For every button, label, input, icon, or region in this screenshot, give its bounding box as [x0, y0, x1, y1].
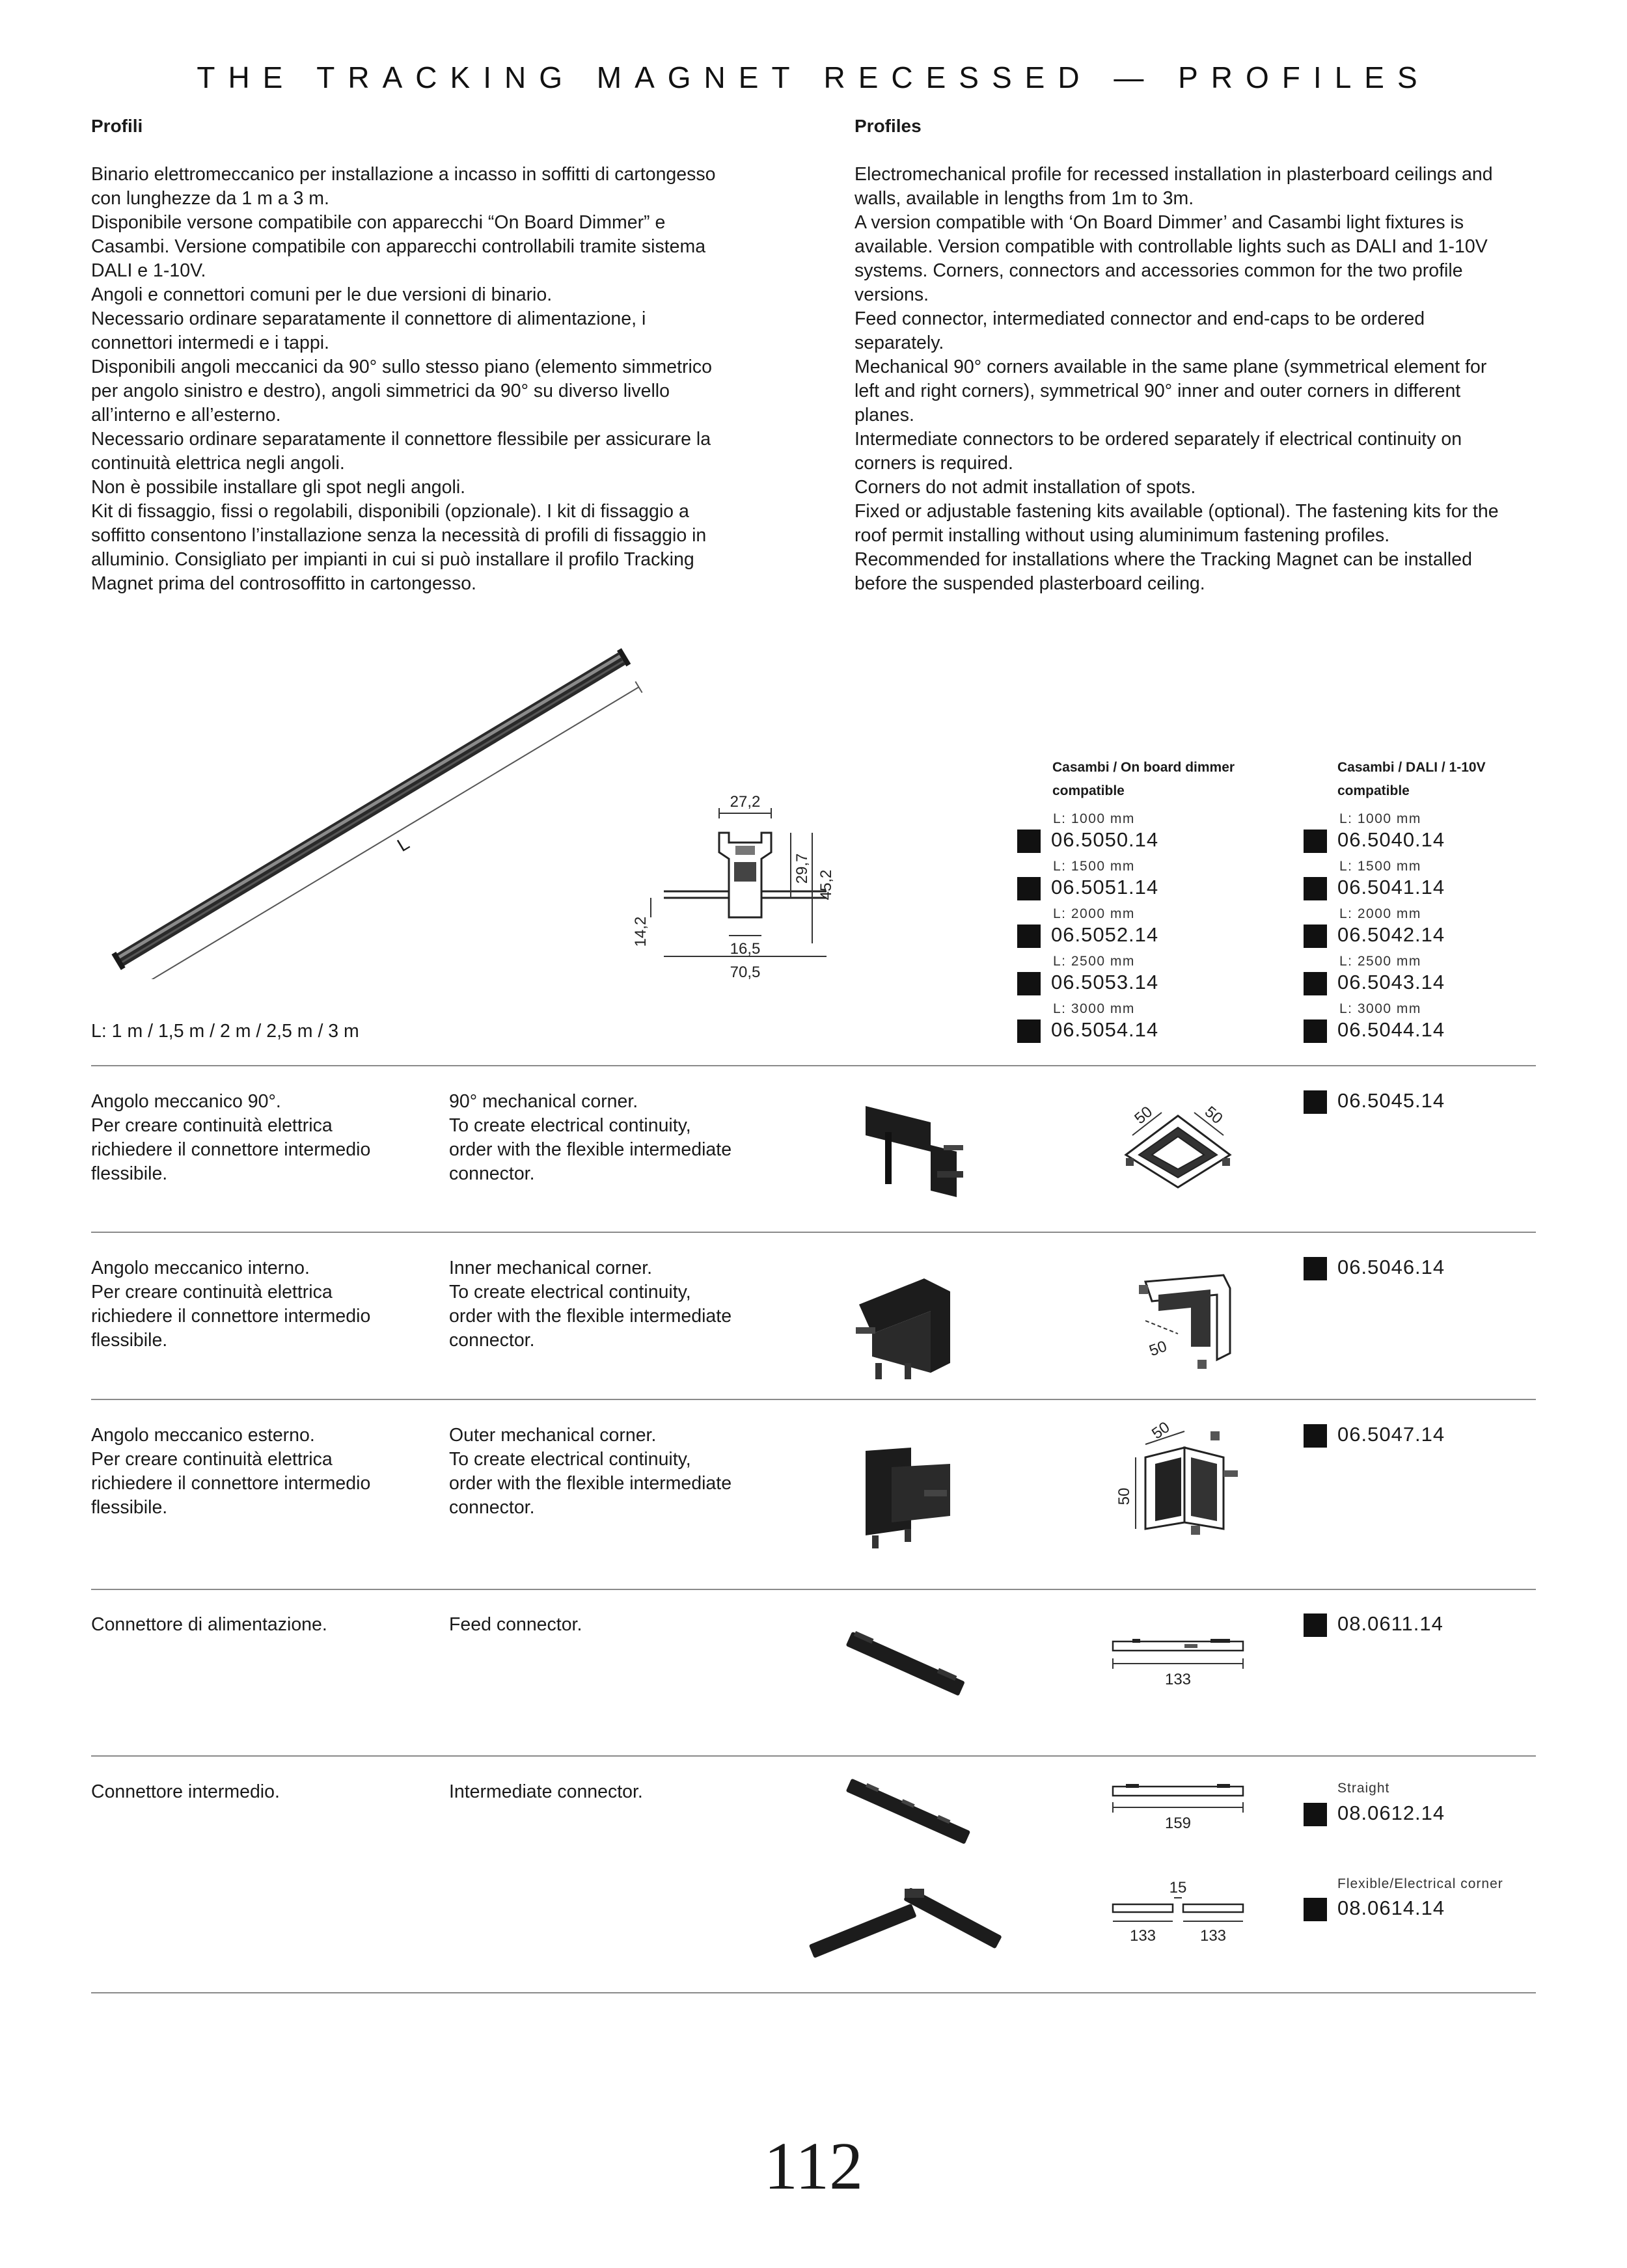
english-description	[855, 163, 1499, 596]
divider	[91, 1232, 1536, 1233]
swatch-square-icon	[1017, 830, 1041, 853]
text-line: Angolo meccanico interno.	[91, 1258, 310, 1278]
code-intermediate-flexible: 08.0614.14	[1337, 1897, 1445, 1919]
swatch-square-icon	[1304, 1257, 1327, 1280]
swatch-square-icon	[1017, 925, 1041, 948]
swatch-square-icon	[1304, 925, 1327, 948]
corner-90-drawing	[1113, 1090, 1243, 1200]
swatch-square-icon	[1304, 1613, 1327, 1637]
dim-height-total: 45,2	[817, 869, 835, 900]
divider	[91, 1992, 1536, 1993]
code-inner-corner: 06.5046.14	[1337, 1256, 1445, 1278]
text-line: Feed connector.	[449, 1614, 582, 1635]
text-line: connector.	[449, 1497, 535, 1518]
length-label: L: 1000 mm	[1339, 811, 1421, 826]
swatch-square-icon	[1017, 972, 1041, 995]
swatch-square-icon	[1304, 972, 1327, 995]
text-line: Inner mechanical corner.	[449, 1258, 653, 1278]
text-line: alluminio. Consigliato per impianti in cui si può installare il profilo Tracking	[91, 549, 694, 570]
italian-description	[91, 1613, 327, 1637]
code-feed-connector: 08.0611.14	[1337, 1612, 1443, 1635]
length-label: L: 2500 mm	[1053, 954, 1135, 969]
text-line: order with the flexible intermediate	[449, 1139, 732, 1160]
text-line: richiedere il connettore intermedio	[91, 1139, 371, 1160]
outer-corner-photo	[853, 1438, 963, 1548]
column-header-line2: compatible	[1052, 783, 1125, 798]
dim-length: 133	[1164, 1671, 1192, 1688]
text-line: Mechanical 90° corners available in the same plane (symmetrical element for	[855, 357, 1487, 377]
text-line: Per creare continuità elettrica	[91, 1449, 333, 1470]
flexible-label: Flexible/Electrical corner	[1337, 1876, 1503, 1891]
text-line: Disponibile versone compatibile con apparecchi “On Board Dimmer” e	[91, 212, 666, 233]
swatch-square-icon	[1304, 877, 1327, 900]
text-line: roof permit installing without using aluminimum fastening profiles.	[855, 525, 1390, 546]
text-line: Intermediate connector.	[449, 1781, 643, 1802]
text-line: flessibile.	[91, 1330, 168, 1351]
dim-left: 133	[1129, 1927, 1156, 1945]
text-line: all’interno e all’esterno.	[91, 405, 281, 425]
intermediate-straight-photo	[840, 1773, 976, 1851]
text-line: richiedere il connettore intermedio	[91, 1473, 371, 1494]
product-code: 06.5052.14	[1051, 923, 1159, 946]
divider	[91, 1755, 1536, 1757]
page-title: THE TRACKING MAGNET RECESSED — PROFILES	[197, 61, 1430, 94]
swatch-square-icon	[1304, 1424, 1327, 1448]
text-line: Casambi. Versione compatibile con apparecchi controllabili tramite sistema	[91, 236, 706, 257]
dim-gap: 15	[1169, 1879, 1187, 1897]
english-description	[449, 1256, 731, 1353]
code-outer-corner: 06.5047.14	[1337, 1423, 1445, 1446]
text-line: Fixed or adjustable fastening kits available (optional). The fastening kits for the	[855, 501, 1499, 522]
column-casambi-obd	[1052, 756, 1235, 803]
length-label: L: 1000 mm	[1053, 811, 1135, 826]
product-code: 06.5053.14	[1051, 971, 1159, 993]
length-label: L: 3000 mm	[1339, 1001, 1421, 1016]
dim-side: 14,2	[632, 916, 649, 947]
text-line: Corners do not admit installation of spots.	[855, 477, 1196, 498]
product-code: 06.5044.14	[1337, 1018, 1445, 1041]
text-line: order with the flexible intermediate	[449, 1473, 732, 1494]
corner-90-photo	[859, 1093, 970, 1204]
text-line: Necessario ordinare separatamente il connettore di alimentazione, i	[91, 308, 646, 329]
code-90-corner: 06.5045.14	[1337, 1089, 1445, 1112]
text-line: order with the flexible intermediate	[449, 1306, 732, 1327]
profile-lengths: L: 1 m / 1,5 m / 2 m / 2,5 m / 3 m	[91, 1021, 359, 1042]
text-line: Per creare continuità elettrica	[91, 1115, 333, 1136]
text-line: richiedere il connettore intermedio	[91, 1306, 371, 1327]
product-code: 06.5054.14	[1051, 1018, 1159, 1041]
divider	[91, 1065, 1536, 1066]
column-casambi-dali	[1337, 756, 1486, 803]
length-label: L: 3000 mm	[1053, 1001, 1135, 1016]
swatch-square-icon	[1304, 1019, 1327, 1043]
text-line: Connettore intermedio.	[91, 1781, 280, 1802]
text-line: A version compatible with ‘On Board Dimmer’ and Casambi light fixtures is	[855, 212, 1464, 233]
text-line: Intermediate connectors to be ordered separately if electrical continuity on	[855, 429, 1462, 450]
text-line: planes.	[855, 405, 914, 425]
text-line: Disponibili angoli meccanici da 90° sullo stesso piano (elemento simmetrico	[91, 357, 712, 377]
dim-right: 50	[1201, 1103, 1226, 1128]
dim-width: 50	[1149, 1418, 1173, 1443]
dim-top-width: 27,2	[730, 793, 761, 811]
swatch-square-icon	[1017, 1019, 1041, 1043]
dim-height-inner: 29,7	[793, 853, 811, 884]
text-line: Binario elettromeccanico per installazione a incasso in soffitti di cartongesso	[91, 164, 716, 185]
italian-heading: Profili	[91, 116, 143, 136]
text-line: walls, available in lengths from 1m to 3m.	[855, 188, 1194, 209]
text-line: Magnet prima del controsoffitto in cartongesso.	[91, 573, 476, 594]
length-label: L: 2000 mm	[1053, 906, 1135, 921]
text-line: continuità elettrica negli angoli.	[91, 453, 345, 474]
text-line: Angoli e connettori comuni per le due versioni di binario.	[91, 284, 553, 305]
product-code: 06.5051.14	[1051, 876, 1159, 898]
text-line: Angolo meccanico 90°.	[91, 1091, 281, 1112]
dim-right: 133	[1199, 1927, 1227, 1945]
inner-corner-drawing	[1119, 1256, 1250, 1386]
text-line: left and right corners), symmetrical 90° inner and outer corners in different	[855, 381, 1461, 401]
length-label: L: 1500 mm	[1339, 859, 1421, 874]
swatch-square-icon	[1017, 877, 1041, 900]
inner-corner-photo	[846, 1265, 963, 1383]
product-code: 06.5042.14	[1337, 923, 1445, 946]
length-label: L: 2500 mm	[1339, 954, 1421, 969]
text-line: Angolo meccanico esterno.	[91, 1425, 315, 1446]
profile-rail-drawing	[98, 641, 644, 979]
text-line: systems. Corners, connectors and accessories common for the two profile	[855, 260, 1463, 281]
intermediate-flexible-drawing	[1106, 1877, 1250, 1949]
text-line: flessibile.	[91, 1163, 168, 1184]
text-line: Necessario ordinare separatamente il connettore flessibile per assicurare la	[91, 429, 711, 450]
swatch-square-icon	[1304, 1803, 1327, 1826]
profile-length-symbol: L	[393, 833, 413, 856]
intermediate-straight-drawing	[1106, 1776, 1250, 1835]
swatch-square-icon	[1304, 1898, 1327, 1921]
text-line: 90° mechanical corner.	[449, 1091, 638, 1112]
text-line: separately.	[855, 332, 944, 353]
dim-left: 50	[1131, 1103, 1156, 1128]
english-description	[449, 1613, 582, 1637]
text-line: To create electrical continuity,	[449, 1115, 691, 1136]
italian-description	[91, 163, 715, 596]
column-header-line2: compatible	[1337, 783, 1410, 798]
dim-bottom-inner: 16,5	[730, 940, 761, 958]
text-line: flessibile.	[91, 1497, 168, 1518]
dim-inner: 50	[1147, 1337, 1169, 1360]
column-header-line1: Casambi / On board dimmer	[1052, 760, 1235, 775]
product-code: 06.5040.14	[1337, 828, 1445, 851]
text-line: Non è possibile installare gli spot negli angoli.	[91, 477, 466, 498]
length-label: L: 2000 mm	[1339, 906, 1421, 921]
code-intermediate-straight: 08.0612.14	[1337, 1802, 1445, 1824]
text-line: con lunghezze da 1 m a 3 m.	[91, 188, 329, 209]
profile-section-drawing	[625, 787, 898, 995]
text-line: Recommended for installations where the Tracking Magnet can be installed	[855, 549, 1472, 570]
text-line: connector.	[449, 1163, 535, 1184]
text-line: soffitto consentono l’installazione senza la necessità di profili di fissaggio in	[91, 525, 707, 546]
divider	[91, 1589, 1536, 1590]
text-line: Outer mechanical corner.	[449, 1425, 657, 1446]
divider	[91, 1399, 1536, 1400]
dim-length: 159	[1164, 1815, 1192, 1832]
intermediate-flexible-photo	[807, 1870, 1009, 1962]
feed-connector-photo	[840, 1620, 970, 1711]
text-line: Electromechanical profile for recessed installation in plasterboard ceilings and	[855, 164, 1493, 185]
outer-corner-drawing	[1100, 1418, 1269, 1542]
swatch-square-icon	[1304, 1090, 1327, 1114]
text-line: Kit di fissaggio, fissi o regolabili, disponibili (opzionale). I kit di fissaggio a	[91, 501, 689, 522]
italian-description	[91, 1780, 280, 1804]
text-line: per angolo sinistro e destro), angoli simmetrici da 90° su diverso livello	[91, 381, 670, 401]
italian-description	[91, 1256, 370, 1353]
text-line: Feed connector, intermediated connector and end-caps to be ordered	[855, 308, 1425, 329]
product-code: 06.5043.14	[1337, 971, 1445, 993]
italian-description	[91, 1424, 370, 1520]
feed-connector-drawing	[1106, 1630, 1250, 1688]
straight-label: Straight	[1337, 1781, 1390, 1796]
english-heading: Profiles	[855, 116, 922, 136]
text-line: before the suspended plasterboard ceiling.	[855, 573, 1205, 594]
text-line: connector.	[449, 1330, 535, 1351]
text-line: available. Version compatible with controllable lights such as DALI and 1-10V	[855, 236, 1488, 257]
dim-height: 50	[1115, 1487, 1133, 1505]
italian-description	[91, 1090, 370, 1186]
product-code: 06.5041.14	[1337, 876, 1445, 898]
text-line: connettori intermedi e i tappi.	[91, 332, 329, 353]
dim-bottom-total: 70,5	[730, 964, 761, 981]
column-header-line1: Casambi / DALI / 1-10V	[1337, 760, 1486, 775]
english-description	[449, 1780, 643, 1804]
length-label: L: 1500 mm	[1053, 859, 1135, 874]
text-line: versions.	[855, 284, 929, 305]
text-line: Connettore di alimentazione.	[91, 1614, 327, 1635]
product-code: 06.5050.14	[1051, 828, 1159, 851]
text-line: Per creare continuità elettrica	[91, 1282, 333, 1303]
text-line: To create electrical continuity,	[449, 1282, 691, 1303]
text-line: To create electrical continuity,	[449, 1449, 691, 1470]
page-number: 112	[763, 2129, 864, 2204]
swatch-square-icon	[1304, 830, 1327, 853]
english-description	[449, 1090, 731, 1186]
text-line: DALI e 1-10V.	[91, 260, 206, 281]
english-description	[449, 1424, 731, 1520]
text-line: corners is required.	[855, 453, 1013, 474]
